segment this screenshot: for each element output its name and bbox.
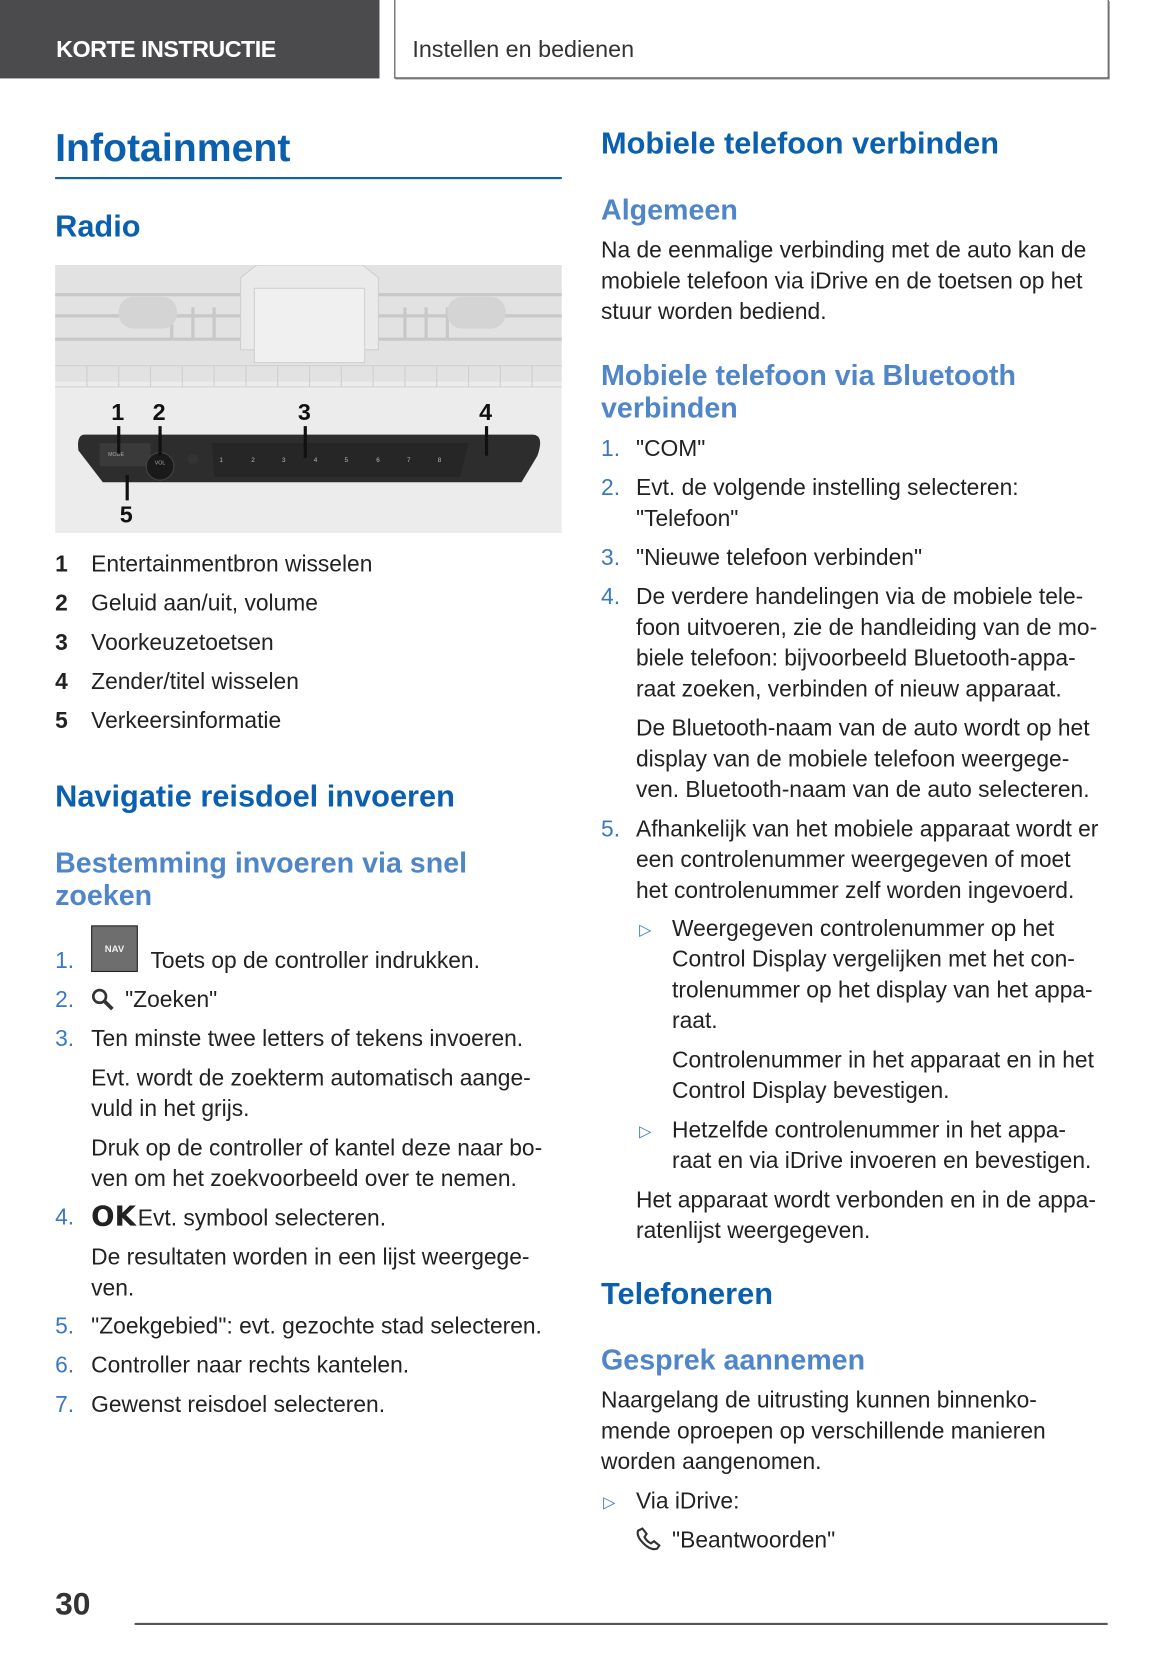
legend-text: Geluid aan/uit, volume [91,590,318,616]
preset-3: 3 [281,457,286,465]
page-number: 30 [55,1586,91,1622]
nav-subheading: Bestemming invoeren via snel zoeken [55,846,468,912]
legend-number: 4 [55,668,68,695]
legend-text: Zender/titel wisselen [91,668,299,695]
vol-knob-label: VOL [154,460,166,467]
general-text: Na de eenmalige verbinding met de auto kan de mobiele telefoon via iDrive en de toetsen op het stuur worden bediend. [601,237,1087,325]
callout-4: 4 [479,398,493,425]
chapter-tab [394,0,1108,78]
step-number: 4. [55,1204,75,1230]
step-text: Ten minste twee letters of tekens invoeren. [91,1026,524,1052]
nav-heading: Navigatie reisdoel invoeren [55,780,455,815]
step-number: 7. [55,1391,75,1418]
preset-8: 8 [437,457,442,465]
step-number: 5. [55,1313,75,1339]
step-text: Afhankelijk van het mobiele apparaat wordt er een controlenummer weergegeven of moet het controlenummer zelf worden ingevoerd. [635,816,1099,904]
calling-heading: Telefoneren [601,1277,773,1312]
step-number: 1. [601,435,621,462]
step-note: Het apparaat wordt verbonden en in de appa- ratenlijst weergegeven. [635,1187,1096,1244]
general-heading: Algemeen [601,193,738,226]
step-note: Druk op de controller of kantel deze naar bo- ven om het zoekvoorbeeld over te nemen. [91,1135,543,1192]
page-title: Infotainment [55,126,291,170]
chapter-title: Instellen en bedienen [412,36,635,63]
preset-2: 2 [251,457,255,465]
radio-panel-image [55,265,562,533]
step-number: 2. [601,474,621,501]
preset-7: 7 [407,457,411,465]
step-text: De verdere handelingen via de mobiele tele- foon uitvoeren, zie de handleiding van de mo- biele telefoon: bijvoorbeeld Bluetooth-appa- raat zoeken, verbinden of nieuw apparaat. [635,584,1098,702]
step-text: "Zoeken" [125,986,218,1013]
legend-number: 1 [55,551,68,577]
legend-text: Voorkeuzetoetsen [91,629,274,656]
connect-phone-heading: Mobiele telefoon verbinden [601,127,999,162]
step-text: "COM" [635,435,706,462]
step-note: Evt. wordt de zoekterm automatisch aange- vuld in het grijs. [91,1065,531,1122]
legend-text: Entertainmentbron wisselen [91,551,373,577]
step-number: 6. [55,1352,75,1378]
bullet-triangle-icon: ▷ [639,1122,652,1141]
bullet-text: Weergegeven controlenummer op het Control Display vergelijken met het con- trolenummer op het display van het appa- raat. [672,915,1093,1034]
callout-3: 3 [297,398,311,425]
step-number: 4. [601,584,621,610]
radio-heading: Radio [55,209,141,244]
preset-4: 4 [313,457,318,465]
answer-call-text: Naargelang de uitrusting kunnen binnenko- mende oproepen op verschillende manieren worden aangenomen. [601,1387,1046,1475]
bullet-triangle-icon: ▷ [603,1493,616,1512]
callout-2: 2 [152,398,166,425]
bullet-note: Controlenummer in het apparaat en in het Control Display bevestigen. [672,1047,1094,1104]
answer-option: "Beantwoorden" [672,1527,836,1553]
bullet-text: Via iDrive: [635,1488,740,1514]
step-number: 5. [601,816,621,842]
bullet-triangle-icon: ▷ [639,921,652,940]
legend-number: 2 [55,590,68,616]
bullet-text: Hetzelfde controlenummer in het appa- raat en via iDrive invoeren en bevestigen. [672,1117,1092,1174]
answer-call-heading: Gesprek aannemen [601,1344,866,1376]
search-icon [90,987,115,1012]
footer-rule [135,1623,1108,1625]
step-note: De resultaten worden in een lijst weergege- ven. [91,1244,530,1301]
preset-5: 5 [344,457,349,465]
step-note: De Bluetooth-naam van de auto wordt op het display van de mobiele telefoon weergege- ven. Bluetooth-naam van de auto selecteren. [635,715,1090,803]
mode-button-label: MODE [108,451,125,458]
step-text: Gewenst reisdoel selecteren. [91,1391,386,1418]
legend-number: 5 [55,708,68,734]
step-text: "Zoekgebied": evt. gezochte stad selecteren. [91,1313,542,1339]
ok-symbol-icon: OK [91,1200,136,1233]
preset-1: 1 [219,457,223,465]
legend-text: Verkeersinformatie [91,708,282,734]
legend-number: 3 [55,629,68,656]
bluetooth-heading: Mobiele telefoon via Bluetooth verbinden [601,359,1017,424]
phone-handset-icon [635,1527,663,1552]
callout-1: 1 [111,398,125,425]
callout-5: 5 [119,501,133,528]
preset-6: 6 [376,457,380,465]
step-number: 1. [55,947,75,974]
section-title: KORTE INSTRUCTIE [56,36,276,63]
step-number: 2. [55,986,75,1013]
step-text: Toets op de controller indrukken. [150,947,480,974]
step-text: Evt. de volgende instelling selecteren: "Telefoon" [635,474,1019,532]
step-number: 3. [55,1026,75,1052]
title-underline [55,177,562,179]
step-text: Evt. symbool selecteren. [137,1205,387,1231]
step-text: "Nieuwe telefoon verbinden" [635,544,923,571]
step-number: 3. [601,544,621,571]
section-tab [0,0,379,78]
step-text: Controller naar rechts kantelen. [91,1352,410,1378]
nav-key-icon: NAV [91,925,138,972]
